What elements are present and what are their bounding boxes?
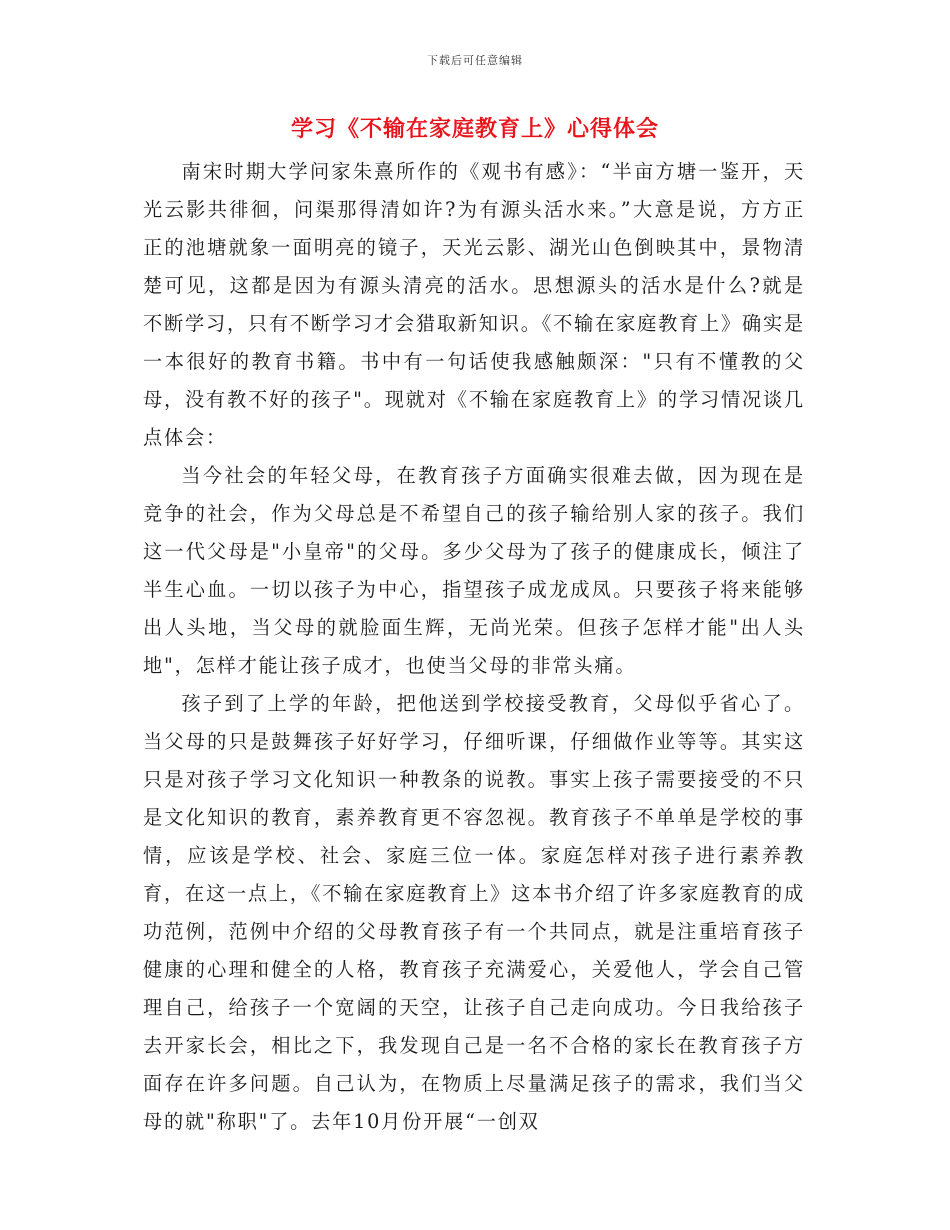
page-header-note: 下载后可任意编辑 <box>427 54 523 67</box>
document-title: 学习《不输在家庭教育上》心得体会 <box>290 117 659 142</box>
paragraph-1: 南宋时期大学问家朱熹所作的《观书有感》：“半亩方塘一鉴开，天光云影共徘徊，问渠那得清如许?为有源头活水来。”大意是说，方方正正的池塘就象一面明亮的镜子，天光云影、湖光山色倒映其中，景物清楚可见，这都是因为有源头清亮的活水。思想源头的活水是什么?就是不断学习，只有不断学习才会猎取新知识。《不输在家庭教育上》确实是一本很好的教育书籍。书中有一句话使我感触颇深："只有不懂教的父母，没有教不好的孩子"。现就对《不输在家庭教育上》的学习情况谈几点体会： <box>143 160 805 449</box>
document-body <box>143 153 805 1141</box>
paragraph-2: 当今社会的年轻父母，在教育孩子方面确实很难去做，因为现在是竞争的社会，作为父母总是不希望自己的孩子输给别人家的孩子。我们这一代父母是"小皇帝"的父母。多少父母为了孩子的健康成长，倾注了半生心血。一切以孩子为中心，指望孩子成龙成凤。只要孩子将来能够出人头地，当父母的就脸面生辉，无尚光荣。但孩子怎样才能"出人头地"，怎样才能让孩子成才，也使当父母的非常头痛。 <box>143 464 805 677</box>
paragraph-3: 孩子到了上学的年龄，把他送到学校接受教育，父母似乎省心了。当父母的只是鼓舞孩子好好学习，仔细听课，仔细做作业等等。其实这只是对孩子学习文化知识一种教条的说教。事实上孩子需要接受的不只是文化知识的教育，素养教育更不容忽视。教育孩子不单单是学校的事情，应该是学校、社会、家庭三位一体。家庭怎样对孩子进行素养教育，在这一点上，《不输在家庭教育上》这本书介绍了许多家庭教育的成功范例，范例中介绍的父母教育孩子有一个共同点，就是注重培育孩子健康的心理和健全的人格，教育孩子充满爱心，关爱他人，学会自己管理自己，给孩子一个宽阔的天空，让孩子自己走向成功。今日我给孩子去开家长会，相比之下，我发现自己是一名不合格的家长在教育孩子方面存在许多问题。自己认为，在物质上尽量满足孩子的需求，我们当父母的就"称职"了。去年10月份开展“一创双 <box>143 692 805 1133</box>
